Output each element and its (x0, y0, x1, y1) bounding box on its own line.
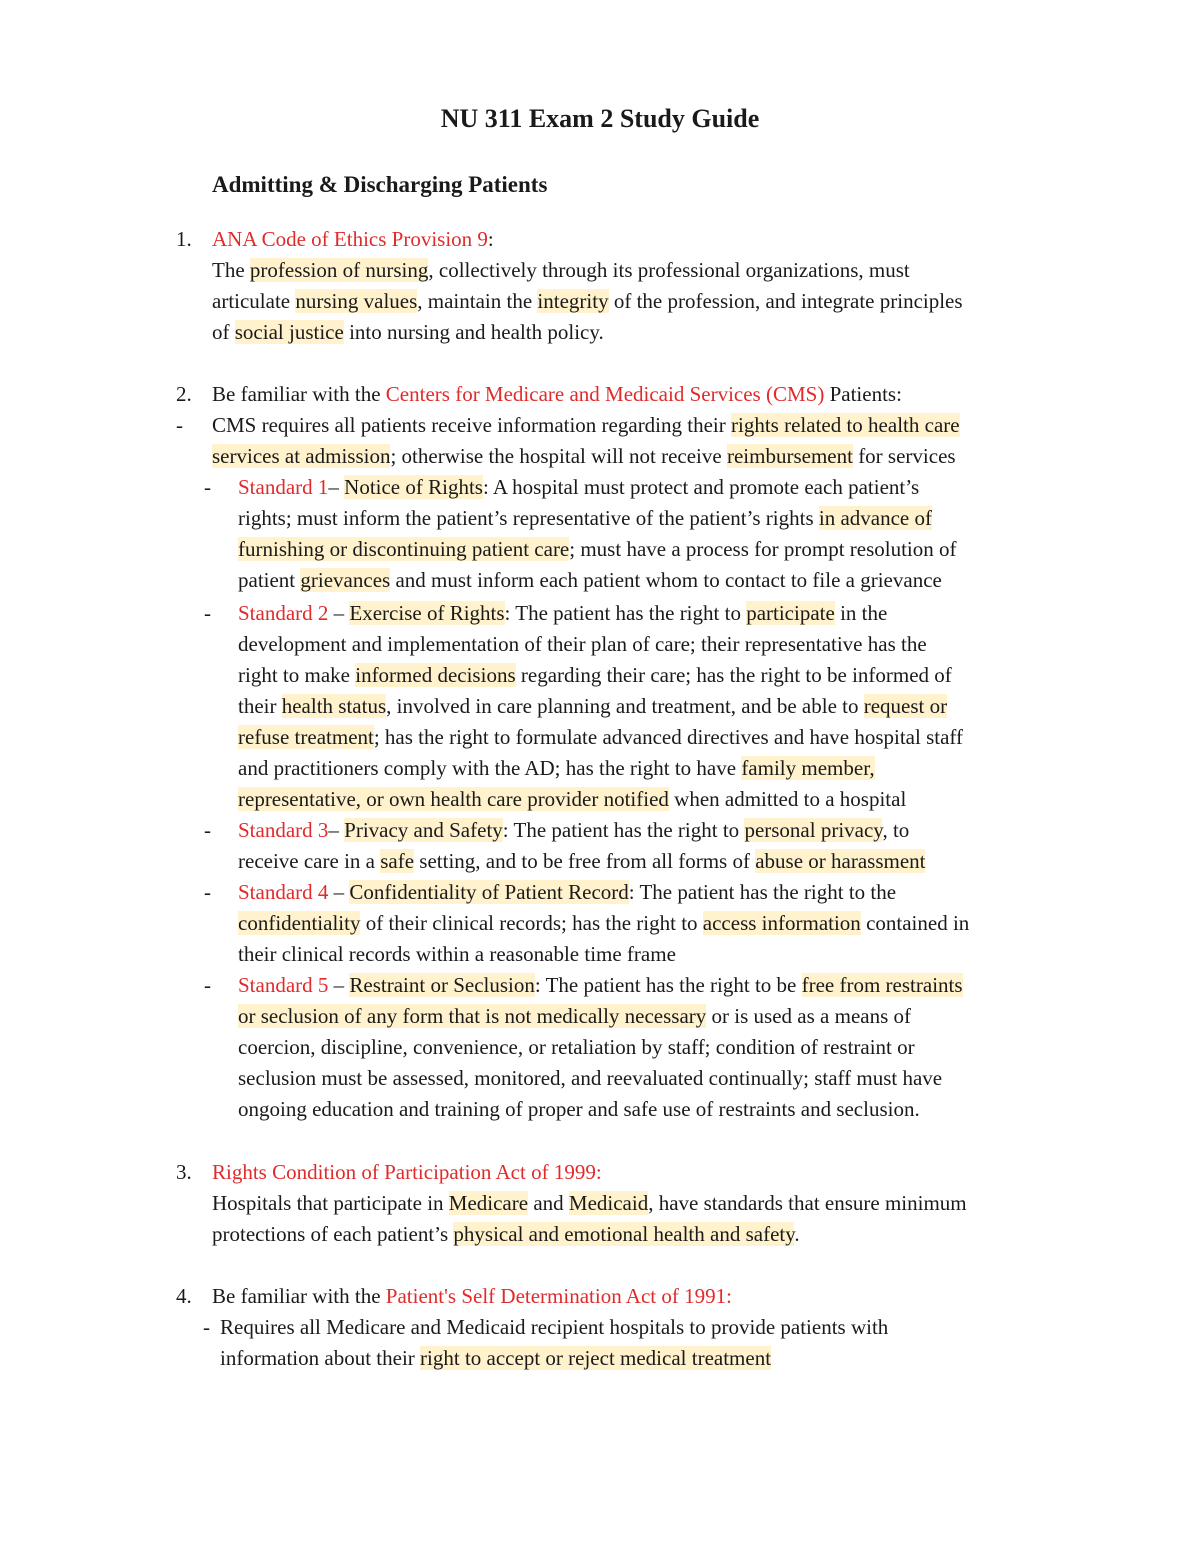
text-segment: ; otherwise the hospital will not receive (390, 444, 727, 468)
text-segment: and must inform each patient whom to contact to file a grievance (390, 568, 942, 592)
item-number: 2. (176, 382, 192, 406)
text-segment: into nursing and health policy. (343, 320, 604, 344)
text-segment: , collectively through its professional organizations, must (428, 258, 910, 282)
item-3-label: Rights Condition of Participation Act of 1999: (212, 1160, 602, 1184)
highlighted-phrase: representative, or own health care provider notified (238, 787, 669, 811)
standard-2-label: Standard 2 (238, 601, 329, 625)
text-segment: in the (834, 601, 888, 625)
highlighted-phrase: participate (746, 601, 835, 625)
highlighted-phrase: nursing values (295, 289, 418, 313)
highlighted-phrase: family member, (741, 756, 875, 780)
text-segment: ; has the right to formulate advanced directives and have hospital staff (373, 725, 964, 749)
text-segment: development and implementation of their plan of care; their representative has the (238, 632, 927, 656)
highlighted-phrase: safe (380, 849, 415, 873)
standard-1-text (328, 475, 919, 499)
bullet-dash: - (203, 1315, 210, 1339)
item-4-line (220, 1343, 771, 1374)
text-segment: patient (238, 568, 301, 592)
item-1-line (212, 255, 910, 286)
highlighted-phrase: free from restraints (801, 973, 963, 997)
cms-line (212, 441, 956, 472)
item-2-intro-suffix: Patients: (824, 382, 902, 406)
text-segment: , maintain the (417, 289, 538, 313)
item-2-intro-text: Be familiar with the (212, 382, 386, 406)
item-3-line (212, 1188, 967, 1219)
bullet-dash: - (176, 413, 183, 437)
standard-2-text (328, 601, 887, 625)
bullet-dash: - (204, 973, 211, 997)
text-segment: – (328, 880, 350, 904)
standard-1-line (238, 565, 942, 596)
standard-4-text (328, 880, 896, 904)
standard-3-line (238, 846, 925, 877)
standard-4-line (238, 908, 969, 939)
cms-line (212, 410, 960, 441)
text-segment: ; must have a process for prompt resolution of (569, 537, 957, 561)
bullet-dash: - (204, 880, 211, 904)
item-number: 3. (176, 1160, 192, 1184)
highlighted-phrase: Exercise of Rights (349, 601, 505, 625)
item-1-line (212, 286, 963, 317)
item-4-label: Patient's Self Determination Act of 1991: (385, 1284, 732, 1308)
text-segment: , to (882, 818, 910, 842)
text-segment: protections of each patient’s (212, 1222, 454, 1246)
highlighted-phrase: Restraint or Seclusion (349, 973, 535, 997)
text-segment: : The patient has the right to the (628, 880, 897, 904)
text-segment: : A hospital must protect and promote each patient’s (482, 475, 920, 499)
standard-4-label: Standard 4 (238, 880, 329, 904)
text-segment: : The patient has the right to be (534, 973, 802, 997)
highlighted-phrase: Medicare (448, 1191, 529, 1215)
standard-3-text (328, 818, 909, 842)
item-number: 1. (176, 227, 192, 251)
standard-2-line (238, 691, 947, 722)
highlighted-phrase: grievances (300, 568, 391, 592)
text-segment: or is used as a means of (706, 1004, 911, 1028)
text-segment: contained in (860, 911, 970, 935)
highlighted-phrase: access information (702, 911, 861, 935)
text-segment: . (794, 1222, 800, 1246)
highlighted-phrase: personal privacy (744, 818, 883, 842)
text-segment: : The patient has the right to (504, 601, 747, 625)
highlighted-phrase: rights related to health care (731, 413, 960, 437)
item-2-label: Centers for Medicare and Medicaid Services (CMS) (385, 382, 825, 406)
text-segment: – (328, 818, 345, 842)
text-segment: – (328, 475, 345, 499)
highlighted-phrase: refuse treatment (238, 725, 374, 749)
item-number: 4. (176, 1284, 192, 1308)
standard-5-line (238, 970, 963, 1001)
standard-5-line (238, 1032, 915, 1063)
text-segment: of (212, 320, 235, 344)
standard-1-line (238, 472, 919, 503)
text-segment: of the profession, and integrate principles (608, 289, 963, 313)
highlighted-phrase: request or (863, 694, 948, 718)
text-segment: , have standards that ensure minimum (648, 1191, 967, 1215)
text-segment: rights; must inform the patient’s representative of the patient’s rights (238, 506, 819, 530)
standard-5-label: Standard 5 (238, 973, 329, 997)
text-segment: their clinical records within a reasonable time frame (238, 942, 676, 966)
text-segment: – (328, 973, 350, 997)
text-segment: ongoing education and training of proper and safe use of restraints and seclusion. (238, 1097, 920, 1121)
highlighted-phrase: services at admission (212, 444, 391, 468)
text-segment: and (528, 1191, 569, 1215)
text-segment: information about their (220, 1346, 421, 1370)
highlighted-phrase: reimbursement (726, 444, 853, 468)
text-segment: The (212, 258, 250, 282)
bullet-dash: - (204, 818, 211, 842)
item-3-line (212, 1219, 800, 1250)
text-segment: regarding their care; has the right to be informed of (515, 663, 952, 687)
highlighted-phrase: or seclusion of any form that is not medically necessary (238, 1004, 707, 1028)
standard-3-label: Standard 3 (238, 818, 329, 842)
standard-2-line (238, 598, 887, 629)
highlighted-phrase: right to accept or reject medical treatment (420, 1346, 772, 1370)
highlighted-phrase: integrity (537, 289, 609, 313)
document-title: NU 311 Exam 2 Study Guide (440, 104, 760, 133)
standard-5-line (238, 1094, 920, 1125)
text-segment: setting, and to be free from all forms of (414, 849, 756, 873)
item-1-label: ANA Code of Ethics Provision 9 (212, 227, 488, 251)
text-segment: – (328, 601, 350, 625)
highlighted-phrase: abuse or harassment (755, 849, 926, 873)
highlighted-phrase: Confidentiality of Patient Record (349, 880, 629, 904)
text-segment: , involved in care planning and treatment, and be able to (386, 694, 864, 718)
text-segment: Requires all Medicare and Medicaid recipient hospitals to provide patients with (220, 1315, 889, 1339)
item-4-intro-text: Be familiar with the (212, 1284, 386, 1308)
text-segment: articulate (212, 289, 296, 313)
standard-2-line (238, 629, 927, 660)
standard-5-line (238, 1001, 911, 1032)
standard-1-line (238, 503, 932, 534)
item-4-heading (212, 1281, 732, 1312)
highlighted-phrase: health status (281, 694, 387, 718)
item-1-colon: : (487, 227, 494, 251)
text-segment: their (238, 694, 282, 718)
highlighted-phrase: in advance of (818, 506, 932, 530)
standard-5-text (328, 973, 962, 997)
standard-1-line (238, 534, 957, 565)
text-segment: receive care in a (238, 849, 381, 873)
highlighted-phrase: profession of nursing (249, 258, 429, 282)
bullet-dash: - (204, 601, 211, 625)
item-4-line (220, 1312, 888, 1343)
text-segment: when admitted to a hospital (668, 787, 907, 811)
standard-2-line (238, 753, 875, 784)
highlighted-phrase: Privacy and Safety (344, 818, 503, 842)
highlighted-phrase: social justice (234, 320, 344, 344)
text-segment: coercion, discipline, convenience, or retaliation by staff; condition of restraint or (238, 1035, 915, 1059)
standard-2-line (238, 784, 906, 815)
standard-5-line (238, 1063, 942, 1094)
text-segment: of their clinical records; has the right to (360, 911, 703, 935)
text-segment: for services (852, 444, 956, 468)
item-1-heading (212, 224, 494, 255)
highlighted-phrase: furnishing or discontinuing patient care (238, 537, 570, 561)
standard-2-line (238, 660, 952, 691)
highlighted-phrase: physical and emotional health and safety (453, 1222, 795, 1246)
text-segment: and practitioners comply with the AD; has the right to have (238, 756, 742, 780)
highlighted-phrase: Notice of Rights (344, 475, 483, 499)
highlighted-phrase: Medicaid (568, 1191, 649, 1215)
standard-2-line (238, 722, 963, 753)
section-heading: Admitting & Discharging Patients (212, 172, 548, 197)
text-segment: seclusion must be assessed, monitored, and reevaluated continually; staff must have (238, 1066, 943, 1090)
highlighted-phrase: confidentiality (238, 911, 361, 935)
text-segment: Hospitals that participate in (212, 1191, 449, 1215)
standard-3-line (238, 815, 909, 846)
standard-4-line (238, 877, 896, 908)
text-segment: CMS requires all patients receive information regarding their (212, 413, 732, 437)
bullet-dash: - (204, 475, 211, 499)
text-segment: : The patient has the right to (502, 818, 745, 842)
item-2-heading (212, 379, 902, 410)
highlighted-phrase: informed decisions (355, 663, 516, 687)
item-1-line (212, 317, 604, 348)
standard-1-label: Standard 1 (238, 475, 329, 499)
standard-4-line (238, 939, 676, 970)
text-segment: right to make (238, 663, 356, 687)
